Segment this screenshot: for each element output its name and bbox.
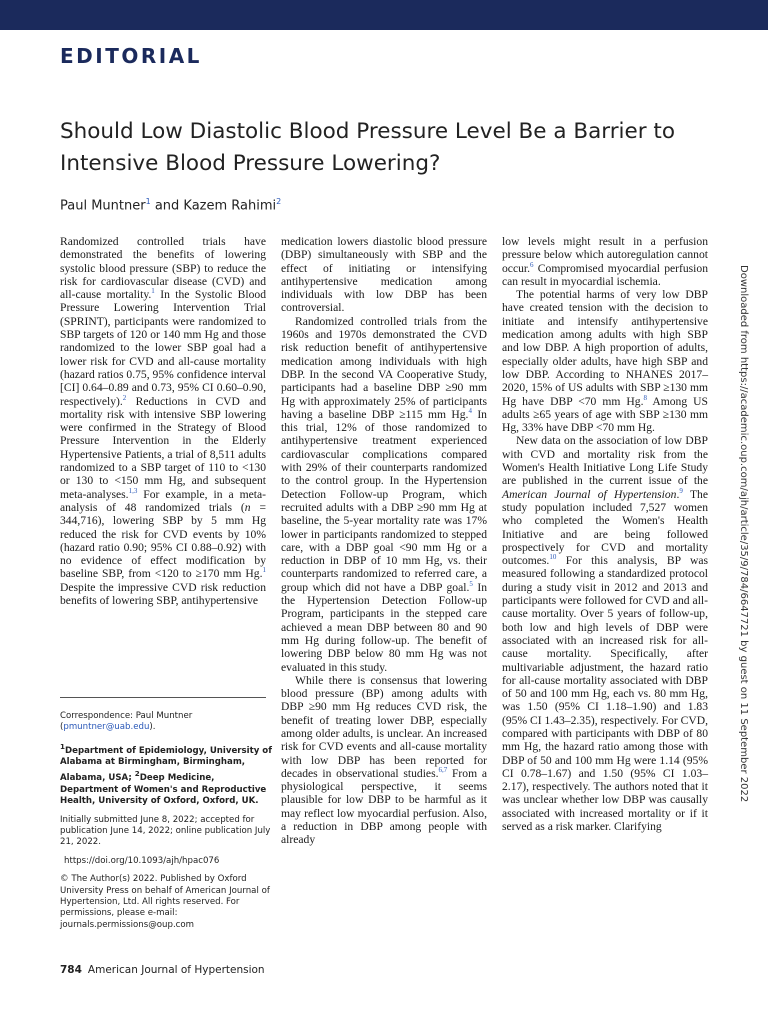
doi-link[interactable]: https://doi.org/10.1093/ajh/hpac076 — [64, 855, 220, 866]
body-paragraph: low levels might result in a perfusion pressure below which autoregulation cannot occur.$^6$ Compromised myocardial perfusion can result in myocardial ischemia. — [502, 235, 708, 288]
body-column-1 — [60, 235, 266, 607]
download-note: Downloaded from https://academic.oup.com/ajh/article/35/9/784/6647721 by guest on 11 September 2022 — [738, 265, 749, 803]
body-column-2 — [281, 235, 487, 847]
author-name[interactable]: Kazem Rahimi — [183, 198, 277, 214]
author-joiner: and — [150, 198, 184, 214]
correspondence-email-link[interactable]: pmuntner@uab.edu — [63, 722, 150, 733]
correspondence-note: Correspondence: Paul Muntner (pmuntner@uab.edu). — [60, 711, 193, 733]
body-paragraph: Randomized controlled trials from the 1960s and 1970s demonstrated the CVD risk reduction benefit of antihypertensive medication among individuals with high DBP. In the second VA Cooperative Study, participants had a baseline DBP ≥90 mm Hg with approximately 25% of participants having a baseline DBP ≥115 mm Hg.$^4$ In this trial, 12% of those randomized to antihypertensive treatment experienced cardiovascular complications compared with 29% of their counterparts randomized to the control group. In the Hypertension Detection Follow-up Program, which recruited adults with a DBP ≥90 mm Hg at baseline, the 5-year mortality rate was 17% lower in participants randomized to stepped care, with a DBP goal <90 mm Hg or a reduction in DBP of 10 mm Hg, vs. their counterparts randomized to referred care, a group which did not have a DBP goal.$^5$ In the Hypertension Detection Follow-up Program, participants in the stepped care achieved a mean DBP between 80 and 90 mm Hg during follow-up. The benefit of lowering DBP below 80 mm Hg was not evaluated in this study. — [281, 314, 487, 674]
download-watermark — [733, 265, 749, 803]
author-name[interactable]: Paul Muntner — [60, 198, 146, 214]
body-paragraph: New data on the association of low DBP with CVD and mortality risk from the Women's Health Initiative Long Life Study are published in the current issue of the American Journal of Hypertension.$^9$ The study population included 7,527 women who completed the Women's Health Initiative and are being followed prospectively for CVD and mortality outcomes.$^{10}$ For this analysis, BP was measured following a standardized protocol during a study visit in 2012 and 2013 and participants were followed for CVD and all-cause mortality. Over 5 years of follow-up, both low and high levels of DBP were associated with an increased risk for all-cause mortality. Specifically, after multivariable adjustment, the hazard ratio for all-cause mortality associated with DBP of 50 and 100 mm Hg, each vs. 80 mm Hg, was 1.50 (95% CI 1.18–1.90) and 1.83 (95% CI 1.43–2.35), respectively. For CVD, compared with participants with DBP of 80 mm Hg, the hazard ratio among those with DBP of 50 and 100 mm Hg were 1.14 (95% CI 0.78–1.67) and 1.50 (95% CI 1.03–2.17), respectively. The authors noted that it was unclear whether low DBP was causally associated with increased mortality or if it served as a risk marker. Clarifying — [502, 434, 708, 834]
section-label: EDITORIAL — [60, 44, 202, 68]
article-title: Should Low Diastolic Blood Pressure Level Be a Barrier to Intensive Blood Pressure Lowering? — [60, 119, 676, 176]
journal-name: American Journal of Hypertension — [87, 964, 265, 976]
article-footnotes — [60, 711, 272, 938]
affiliations-note: $^1$Department of Epidemiology, University of Alabama at Birmingham, Birmingham, Alabama, USA; $^2$Deep Medicine, Department of Women's and Reproductive Health, University of Oxford, Oxford, UK. — [60, 741, 272, 807]
page-number: 784 — [60, 964, 82, 976]
footnote-divider — [60, 697, 266, 698]
author-affiliation-marker: 1 — [145, 197, 151, 206]
body-paragraph: The potential harms of very low DBP have created tension with the decision to initiate and intensify antihypertensive medication among adults with high SBP and low DBP. A high proportion of adults, especially older adults, have high SBP and low DBP. According to NHANES 2017–2020, 15% of US adults with SBP ≥130 mm Hg have DBP <70 mm Hg.$^8$ Among US adults ≥65 years of age with SBP ≥130 mm Hg, 33% have DBP <70 mm Hg. — [502, 288, 708, 435]
body-column-3 — [502, 235, 708, 833]
submission-dates: Initially submitted June 8, 2022; accepted for publication June 14, 2022; online publication July 21, 2022. — [60, 814, 271, 848]
body-paragraph: While there is consensus that lowering blood pressure (BP) among adults with DBP ≥90 mm Hg reduces CVD risk, the benefit of treating lower DBP, especially among older adults, is unclear. An increased risk for CVD events and all-cause mortality with low DBP has been reported for decades in observational studies.$^{6,7}$ From a physiological perspective, it seems plausible for low DBP to be harmful as it may reflect low myocardial perfusion. Also, a reduction in DBP among people with already — [281, 673, 487, 847]
copyright-note: © The Author(s) 2022. Published by Oxford University Press on behalf of American Journal of Hypertension, Ltd. All rights reserved. For permissions, please e-mail: journals.permissions@oup.com — [60, 874, 270, 930]
body-paragraph: Randomized controlled trials have demonstrated the benefits of lowering systolic blood pressure (SBP) to reduce the risk for cardiovascular disease (CVD) and all-cause mortality.$^1$ In the Systolic Blood Pressure Lowering Intervention Trial (SPRINT), participants were randomized to SBP targets of 120 or 140 mm Hg and those randomized to the lower SBP goal had a lower risk for CVD and all-cause mortality (hazard ratios 0.75, 95% confidence interval [CI] 0.64–0.89 and 0.73, 95% CI 0.60–0.90, respectively).$^2$ Reductions in CVD and mortality risk with intensive SBP lowering were confirmed in the Strategy of Blood Pressure Intervention in the Elderly Hypertensive Patients, a trial of 8,511 adults randomized to a SBP target of 110 to <130 or 130 to <150 mm Hg, and subsequent meta-analyses.$^{1,3}$ For example, in a meta-analysis of 48 randomized trials (n = 344,716), lowering SBP by 5 mm Hg reduced the risk for CVD events by 10% (hazard ratio 0.90; 95% CI 0.88–0.92) with no evidence of effect modification by baseline SBP, from <120 to ≥170 mm Hg.$^1$ Despite the impressive CVD risk reduction benefits of lowering SBP, antihypertensive — [60, 235, 267, 608]
body-paragraph: medication lowers diastolic blood pressure (DBP) simultaneously with SBP and the effect of initiating or intensifying antihypertensive medication among individuals with low DBP has been controversial. — [281, 235, 487, 315]
header-bar — [0, 0, 768, 30]
author-affiliation-marker: 2 — [276, 197, 282, 206]
author-list — [60, 197, 281, 213]
page-footer — [60, 964, 265, 976]
